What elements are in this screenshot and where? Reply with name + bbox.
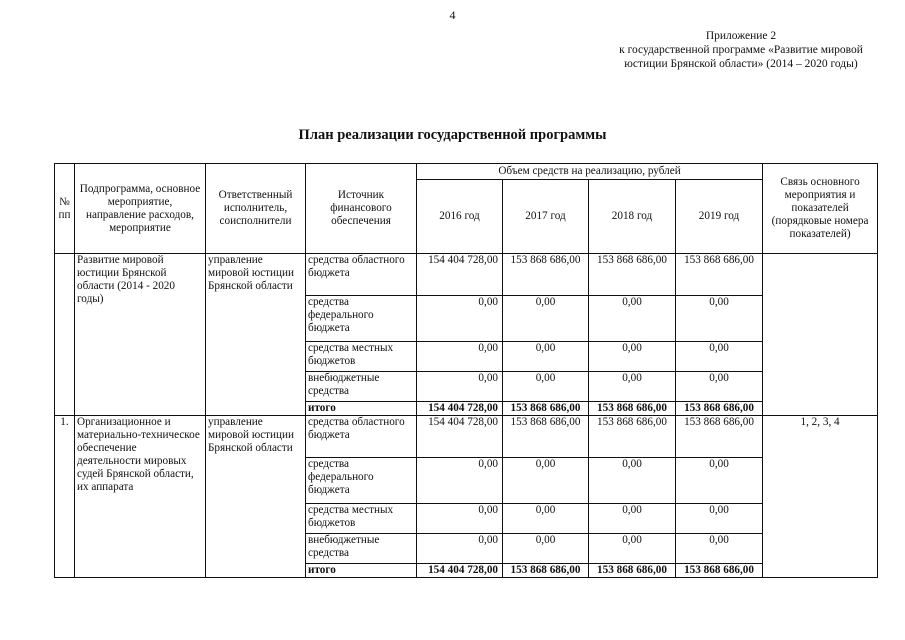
value-cell: 0,00: [503, 342, 589, 372]
value-cell: 153 868 686,00: [503, 564, 589, 578]
value-cell: 0,00: [503, 458, 589, 504]
value-cell: 0,00: [589, 458, 676, 504]
value-cell: 0,00: [676, 458, 763, 504]
value-cell: 0,00: [676, 504, 763, 534]
value-cell: 0,00: [676, 342, 763, 372]
header-volume: Объем средств на реализацию, рублей: [417, 164, 763, 180]
responsible-cell: управление мировой юстиции Брянской области: [206, 416, 306, 578]
header-year-2016: 2016 год: [417, 180, 503, 254]
value-cell: 0,00: [503, 504, 589, 534]
value-cell: 0,00: [503, 534, 589, 564]
value-cell: 0,00: [417, 534, 503, 564]
link-cell: [763, 372, 878, 402]
value-cell: 153 868 686,00: [503, 402, 589, 416]
source-cell: средства федерального бюджета: [306, 458, 417, 504]
link-cell: [763, 534, 878, 564]
value-cell: 154 404 728,00: [417, 416, 503, 458]
page-number: 4: [449, 8, 456, 22]
row-number: [55, 254, 75, 416]
value-cell: 153 868 686,00: [676, 416, 763, 458]
value-cell: 153 868 686,00: [503, 416, 589, 458]
source-cell: средства федерального бюджета: [306, 296, 417, 342]
appendix-line-1: Приложение 2: [705, 30, 777, 42]
source-cell: средства областного бюджета: [306, 254, 417, 296]
value-cell: 153 868 686,00: [676, 402, 763, 416]
link-cell: [763, 254, 878, 296]
value-cell: 0,00: [589, 534, 676, 564]
value-cell: 0,00: [589, 342, 676, 372]
plan-table: [54, 163, 878, 578]
table-row: [55, 416, 878, 458]
document-title: План реализации государственной программы: [298, 127, 607, 143]
value-cell: 153 868 686,00: [589, 402, 676, 416]
appendix-note: [596, 29, 886, 71]
link-cell: [763, 402, 878, 416]
value-cell: 154 404 728,00: [417, 254, 503, 296]
source-cell: внебюджетные средства: [306, 372, 417, 402]
row-number: 1.: [55, 416, 75, 578]
link-cell: [763, 296, 878, 342]
link-cell: [763, 458, 878, 504]
header-source: Источник финансового обеспечения: [306, 164, 417, 254]
link-cell: 1, 2, 3, 4: [763, 416, 878, 458]
header-num: № пп: [55, 164, 75, 254]
value-cell: 154 404 728,00: [417, 402, 503, 416]
value-cell: 153 868 686,00: [676, 564, 763, 578]
value-cell: 153 868 686,00: [589, 564, 676, 578]
source-cell: средства местных бюджетов: [306, 342, 417, 372]
link-cell: [763, 504, 878, 534]
link-cell: [763, 342, 878, 372]
value-cell: 0,00: [417, 372, 503, 402]
source-cell: средства местных бюджетов: [306, 504, 417, 534]
source-cell: итого: [306, 402, 417, 416]
value-cell: 0,00: [676, 372, 763, 402]
source-cell: итого: [306, 564, 417, 578]
header-year-2017: 2017 год: [503, 180, 589, 254]
header-responsible: Ответственный исполнитель, соисполнители: [206, 164, 306, 254]
value-cell: 0,00: [417, 504, 503, 534]
value-cell: 0,00: [589, 296, 676, 342]
value-cell: 0,00: [417, 342, 503, 372]
header-year-2018: 2018 год: [589, 180, 676, 254]
source-cell: средства областного бюджета: [306, 416, 417, 458]
plan-body: [55, 254, 878, 578]
value-cell: 154 404 728,00: [417, 564, 503, 578]
source-cell: внебюджетные средства: [306, 534, 417, 564]
value-cell: 0,00: [676, 534, 763, 564]
responsible-cell: управление мировой юстиции Брянской области: [206, 254, 306, 416]
value-cell: 153 868 686,00: [503, 254, 589, 296]
value-cell: 0,00: [417, 458, 503, 504]
value-cell: 153 868 686,00: [676, 254, 763, 296]
value-cell: 153 868 686,00: [589, 416, 676, 458]
subprogram-cell: Развитие мировой юстиции Брянской области (2014 - 2020 годы): [75, 254, 206, 416]
value-cell: 0,00: [503, 296, 589, 342]
value-cell: 153 868 686,00: [589, 254, 676, 296]
header-link: Связь основного мероприятия и показателей (порядковые номера показателей): [763, 164, 878, 254]
appendix-line-2: к государственной программе «Развитие мировой: [619, 44, 863, 56]
value-cell: 0,00: [417, 296, 503, 342]
value-cell: 0,00: [589, 372, 676, 402]
table-row: [55, 254, 878, 296]
value-cell: 0,00: [589, 504, 676, 534]
header-subprogram: Подпрограмма, основное мероприятие, направление расходов, мероприятие: [75, 164, 206, 254]
value-cell: 0,00: [503, 372, 589, 402]
appendix-line-3: юстиции Брянской области» (2014 – 2020 годы): [624, 58, 858, 70]
subprogram-cell: Организационное и материально-техническое обеспечение деятельности мировых судей Брянской области, их аппарата: [75, 416, 206, 578]
header-year-2019: 2019 год: [676, 180, 763, 254]
link-cell: [763, 564, 878, 578]
value-cell: 0,00: [676, 296, 763, 342]
